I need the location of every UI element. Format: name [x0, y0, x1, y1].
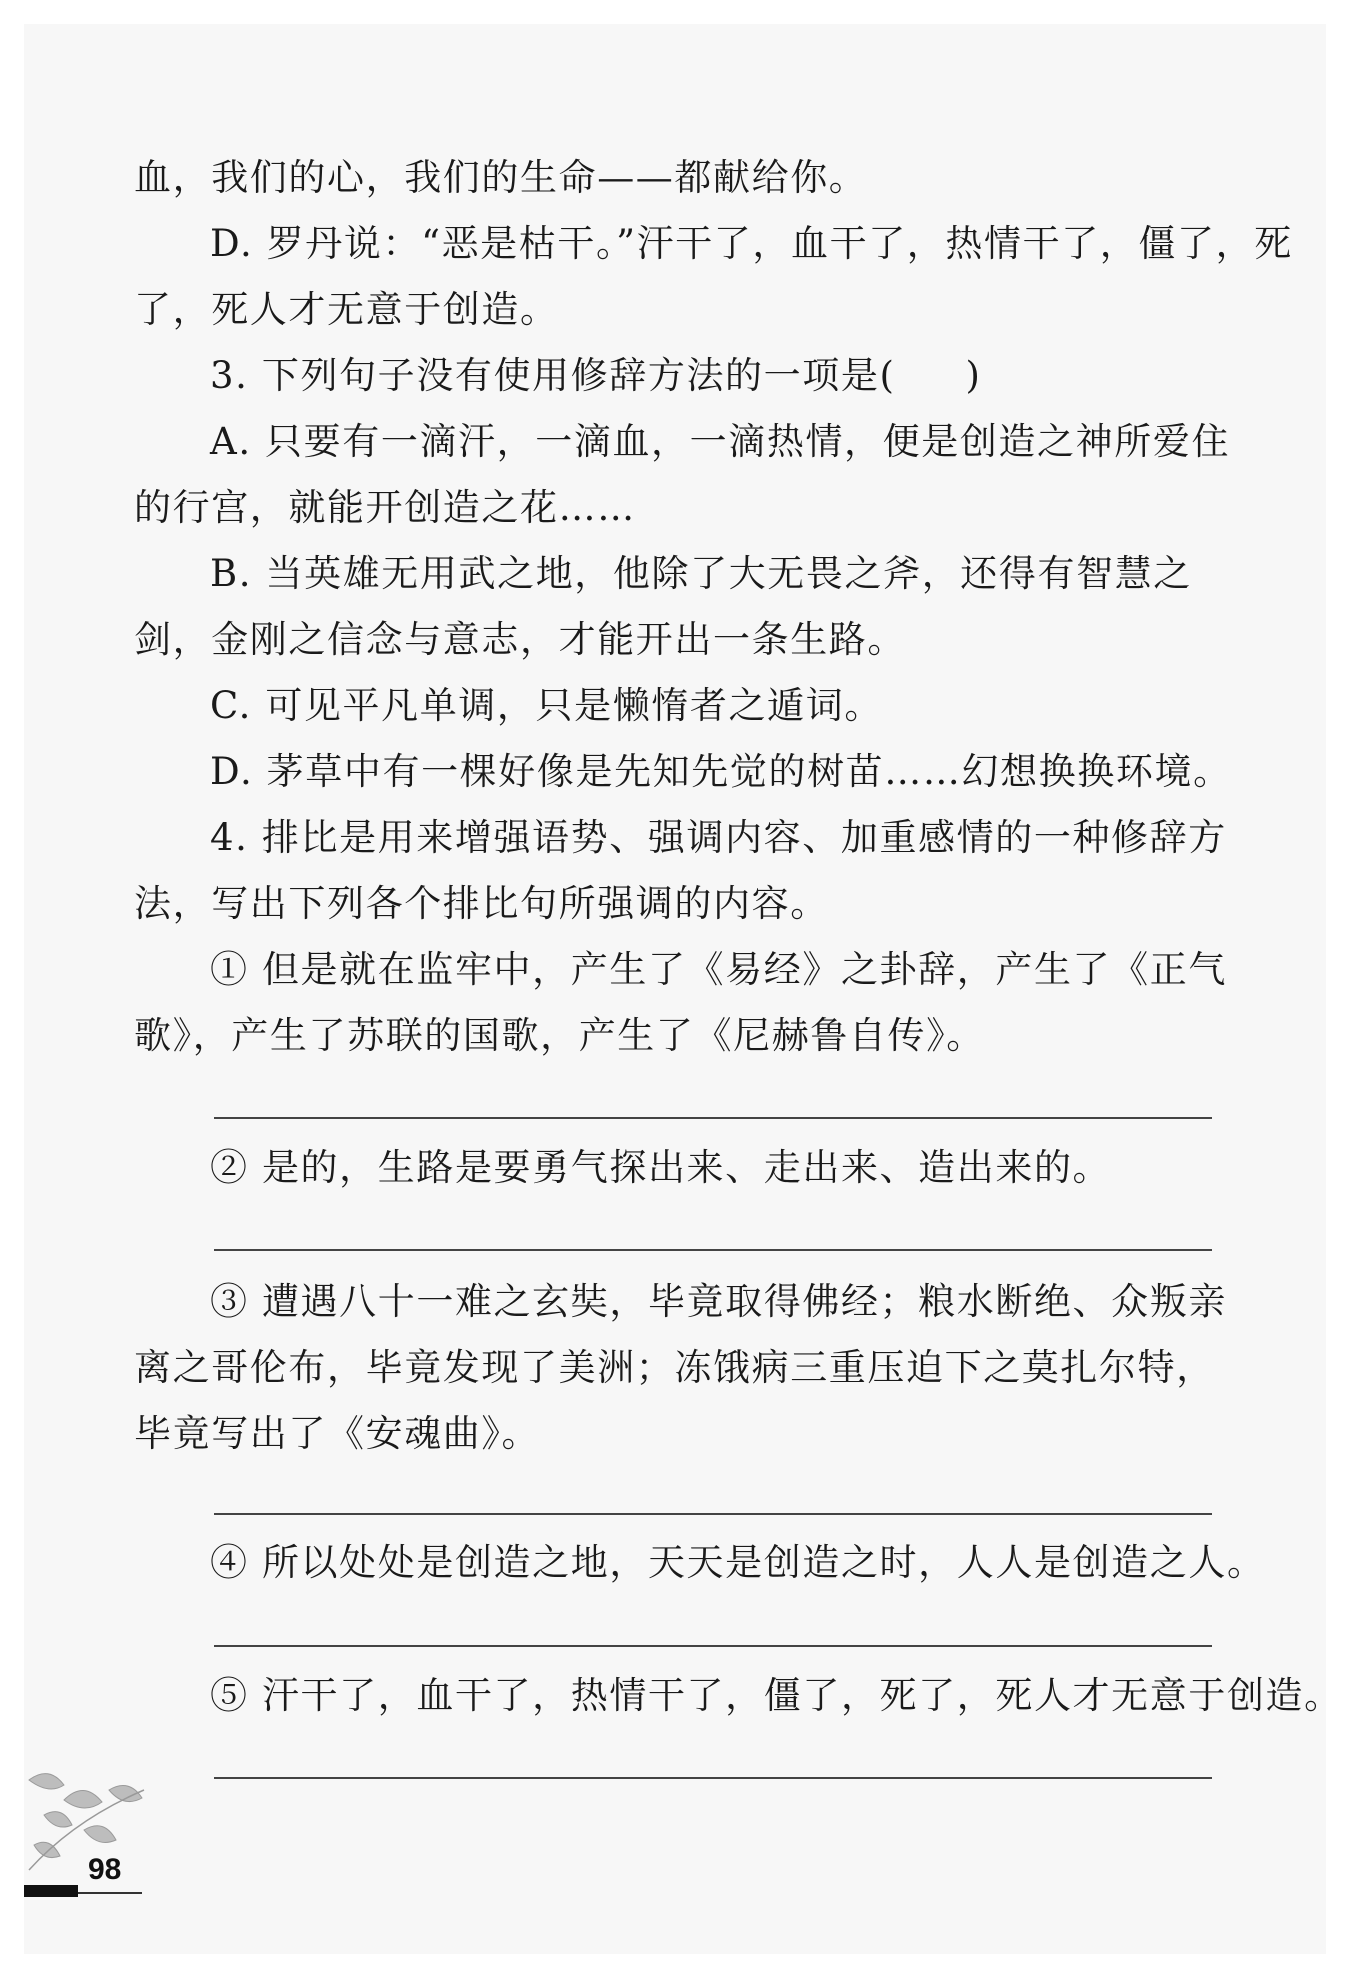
answer-line-1[interactable] [214, 1117, 1212, 1119]
sentence-1-line-2: 歌》，产生了苏联的国歌，产生了《尼赫鲁自传》。 [134, 1014, 985, 1057]
sentence-3-line-3: 毕竟写出了《安魂曲》。 [134, 1412, 541, 1455]
option-d: D. 茅草中有一棵好像是先知先觉的树苗……幻想换换环境。 [210, 750, 1232, 793]
answer-line-4[interactable] [214, 1645, 1212, 1647]
footer-bar [24, 1885, 78, 1897]
option-d-line-1: D. 罗丹说：“恶是枯干。”汗干了，血干了，热情干了，僵了，死 [210, 222, 1293, 265]
sentence-3-line-2: 离之哥伦布，毕竟发现了美洲；冻饿病三重压迫下之莫扎尔特， [134, 1346, 1215, 1389]
answer-line-5[interactable] [214, 1777, 1212, 1779]
sentence-1-line-1: ① 但是就在监牢中，产生了《易经》之卦辞，产生了《正气 [210, 948, 1227, 991]
question-3-text: 3. 下列句子没有使用修辞方法的一项是( [210, 354, 896, 397]
option-a-line-1: A. 只要有一滴汗，一滴血，一滴热情，便是创造之神所爱住 [210, 420, 1231, 463]
option-b-line-1: B. 当英雄无用武之地，他除了大无畏之斧，还得有智慧之 [210, 552, 1192, 595]
question-4-line-1: 4. 排比是用来增强语势、强调内容、加重感情的一种修辞方 [210, 816, 1227, 859]
question-4-line-2: 法，写出下列各个排比句所强调的内容。 [134, 882, 829, 925]
option-c: C. 可见平凡单调，只是懒惰者之遁词。 [210, 684, 883, 727]
footer-rule [78, 1892, 142, 1894]
option-a-line-2: 的行宫，就能开创造之花…… [134, 486, 636, 529]
option-b-line-2: 剑，金刚之信念与意志，才能开出一条生路。 [134, 618, 906, 661]
sentence-3-line-1: ③ 遭遇八十一难之玄奘，毕竟取得佛经；粮水断绝、众叛亲 [210, 1280, 1227, 1323]
answer-line-2[interactable] [214, 1249, 1212, 1251]
answer-line-3[interactable] [214, 1513, 1212, 1515]
text-line: 血，我们的心，我们的生命——都献给你。 [134, 156, 868, 199]
sentence-2: ② 是的，生路是要勇气探出来、走出来、造出来的。 [210, 1146, 1112, 1189]
sentence-4: ④ 所以处处是创造之地，天天是创造之时，人人是创造之人。 [210, 1541, 1266, 1584]
question-3-close-paren: ) [965, 354, 982, 397]
page-number: 98 [88, 1853, 122, 1886]
option-d-line-2: 了，死人才无意于创造。 [134, 288, 559, 331]
question-3 [210, 343, 1212, 409]
sentence-5: ⑤ 汗干了，血干了，热情干了，僵了，死了，死人才无意于创造。 [210, 1674, 1343, 1717]
